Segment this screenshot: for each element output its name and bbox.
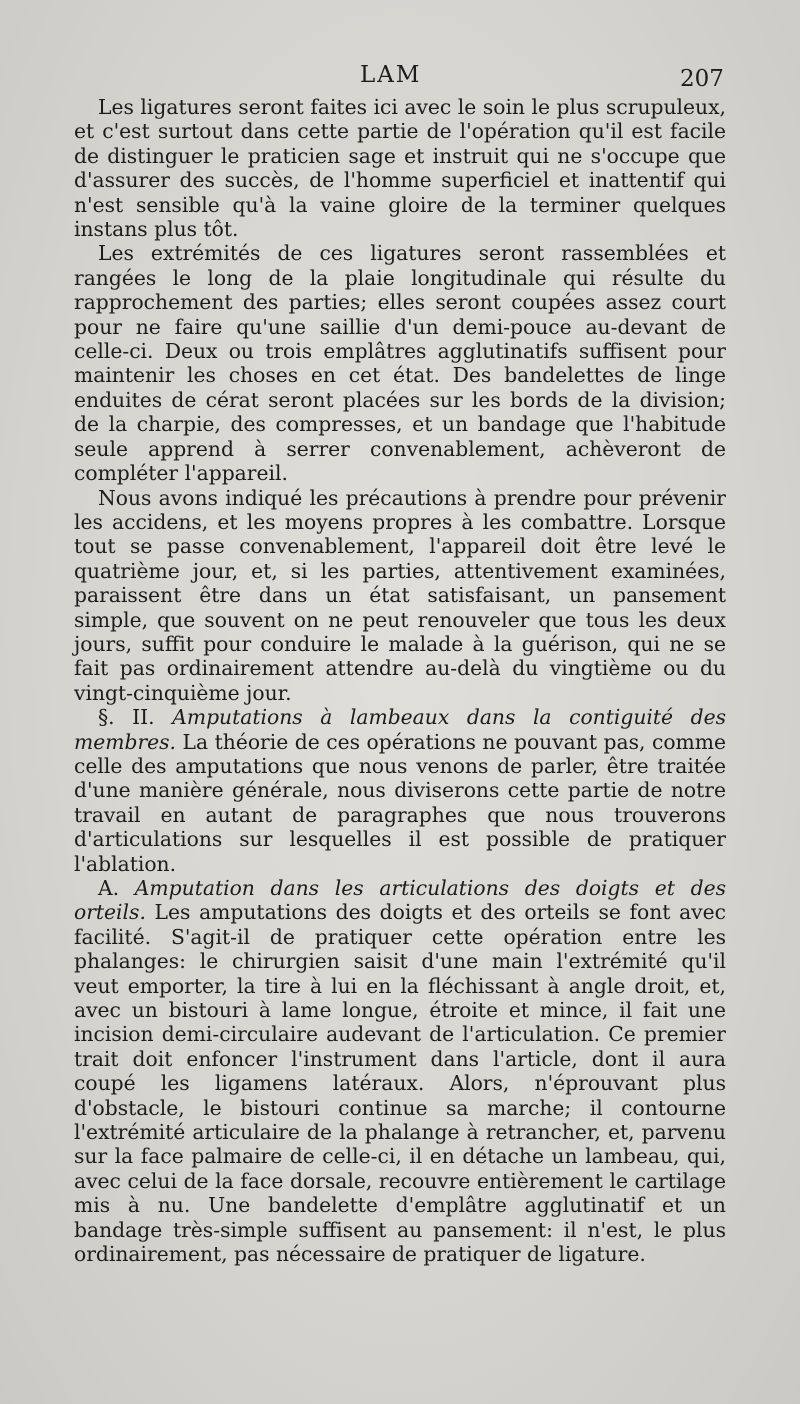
- paragraph-text: Nous avons indiqué les précautions à prendre pour prévenir les accidens, et les moyens propres à les combattre. Lorsque tout se passe convenablement, l'appareil doit être levé le quatrième jour, et, si les parties, attentivement examinées, paraissent être dans un état satisfaisant, un pansement simple, que souvent on ne peut renouveler que tous les deux jours, suffit pour conduire le malade à la guérison, qui ne se fait pas ordinairement attendre au-delà du vingtième ou du vingt-cinquième jour.: [74, 485, 726, 705]
- page-header: [0, 58, 800, 98]
- subsection-title: Amputation dans les articulations des doigts et des orteils.: [74, 876, 726, 925]
- paragraph-ligatures: [74, 95, 726, 241]
- paragraph-precautions: [74, 486, 726, 706]
- section-title: Amputations à lambeaux dans la contiguité des membres.: [74, 705, 726, 754]
- section-ii-paragraph: [74, 705, 726, 876]
- page-body: [74, 95, 726, 1267]
- paragraph-text: Les amputations des doigts et des orteils se font avec facilité. S'agit-il de pratiquer cette opération entre les phalanges: le chirurgien saisit d'une main l'extrémité qu'il veut emporter, la tire à lui en la fléchissant à angle droit, et, avec un bistouri à lame longue, étroite et mince, il fait une incision demi-circulaire audevant de l'articulation. Ce premier trait doit enfoncer l'instrument dans l'article, dont il aura coupé les ligamens latéraux. Alors, n'éprouvant plus d'obstacle, le bistouri continue sa marche; il contourne l'extrémité articulaire de la phalange à retrancher, et, parvenu sur la face palmaire de celle-ci, il en détache un lambeau, qui, avec celui de la face dorsale, recouvre entièrement le cartilage mis à nu. Une bandelette d'emplâtre agglutinatif et un bandage très-simple suffisent au pansement: il n'est, le plus ordinairement, pas nécessaire de pratiquer de ligature.: [74, 900, 726, 1267]
- paragraph-text: Les ligatures seront faites ici avec le soin le plus scrupuleux, et c'est surtout dans cette partie de l'opération qu'il est facile de distinguer le praticien sage et instruit qui ne s'occupe que d'assurer des succès, de l'homme superficiel et inattentif qui n'est sensible qu'à la vaine gloire de la terminer quelques instans plus tôt.: [74, 95, 726, 242]
- paragraph-text: La théorie de ces opérations ne pouvant pas, comme celle des amputations que nous venons de parler, être traitée d'une manière générale, nous diviserons cette partie de notre travail en autant de paragraphes que nous trouverons d'articulations sur lesquelles il est possible de pratiquer l'ablation.: [74, 729, 726, 876]
- running-head: LAM: [360, 62, 422, 88]
- paragraph-text: Les extrémités de ces ligatures seront rassemblées et rangées le long de la plaie longitudinale qui résulte du rapprochement des parties; elles seront coupées assez court pour ne faire qu'une saillie d'un demi-pouce au-devant de celle-ci. Deux ou trois emplâtres agglutinatifs suffisent pour maintenir les choses en cet état. Des bandelettes de linge enduites de cérat seront placées sur les bords de la division; de la charpie, des compresses, et un bandage que l'habitude seule apprend à serrer convenablement, achèveront de compléter l'appareil.: [74, 241, 726, 486]
- page-number: 207: [680, 66, 724, 92]
- subsection-letter: A.: [98, 876, 120, 900]
- paragraph-extremites: [74, 241, 726, 485]
- subsection-a-paragraph: [74, 876, 726, 1267]
- section-number: §. II.: [98, 705, 155, 730]
